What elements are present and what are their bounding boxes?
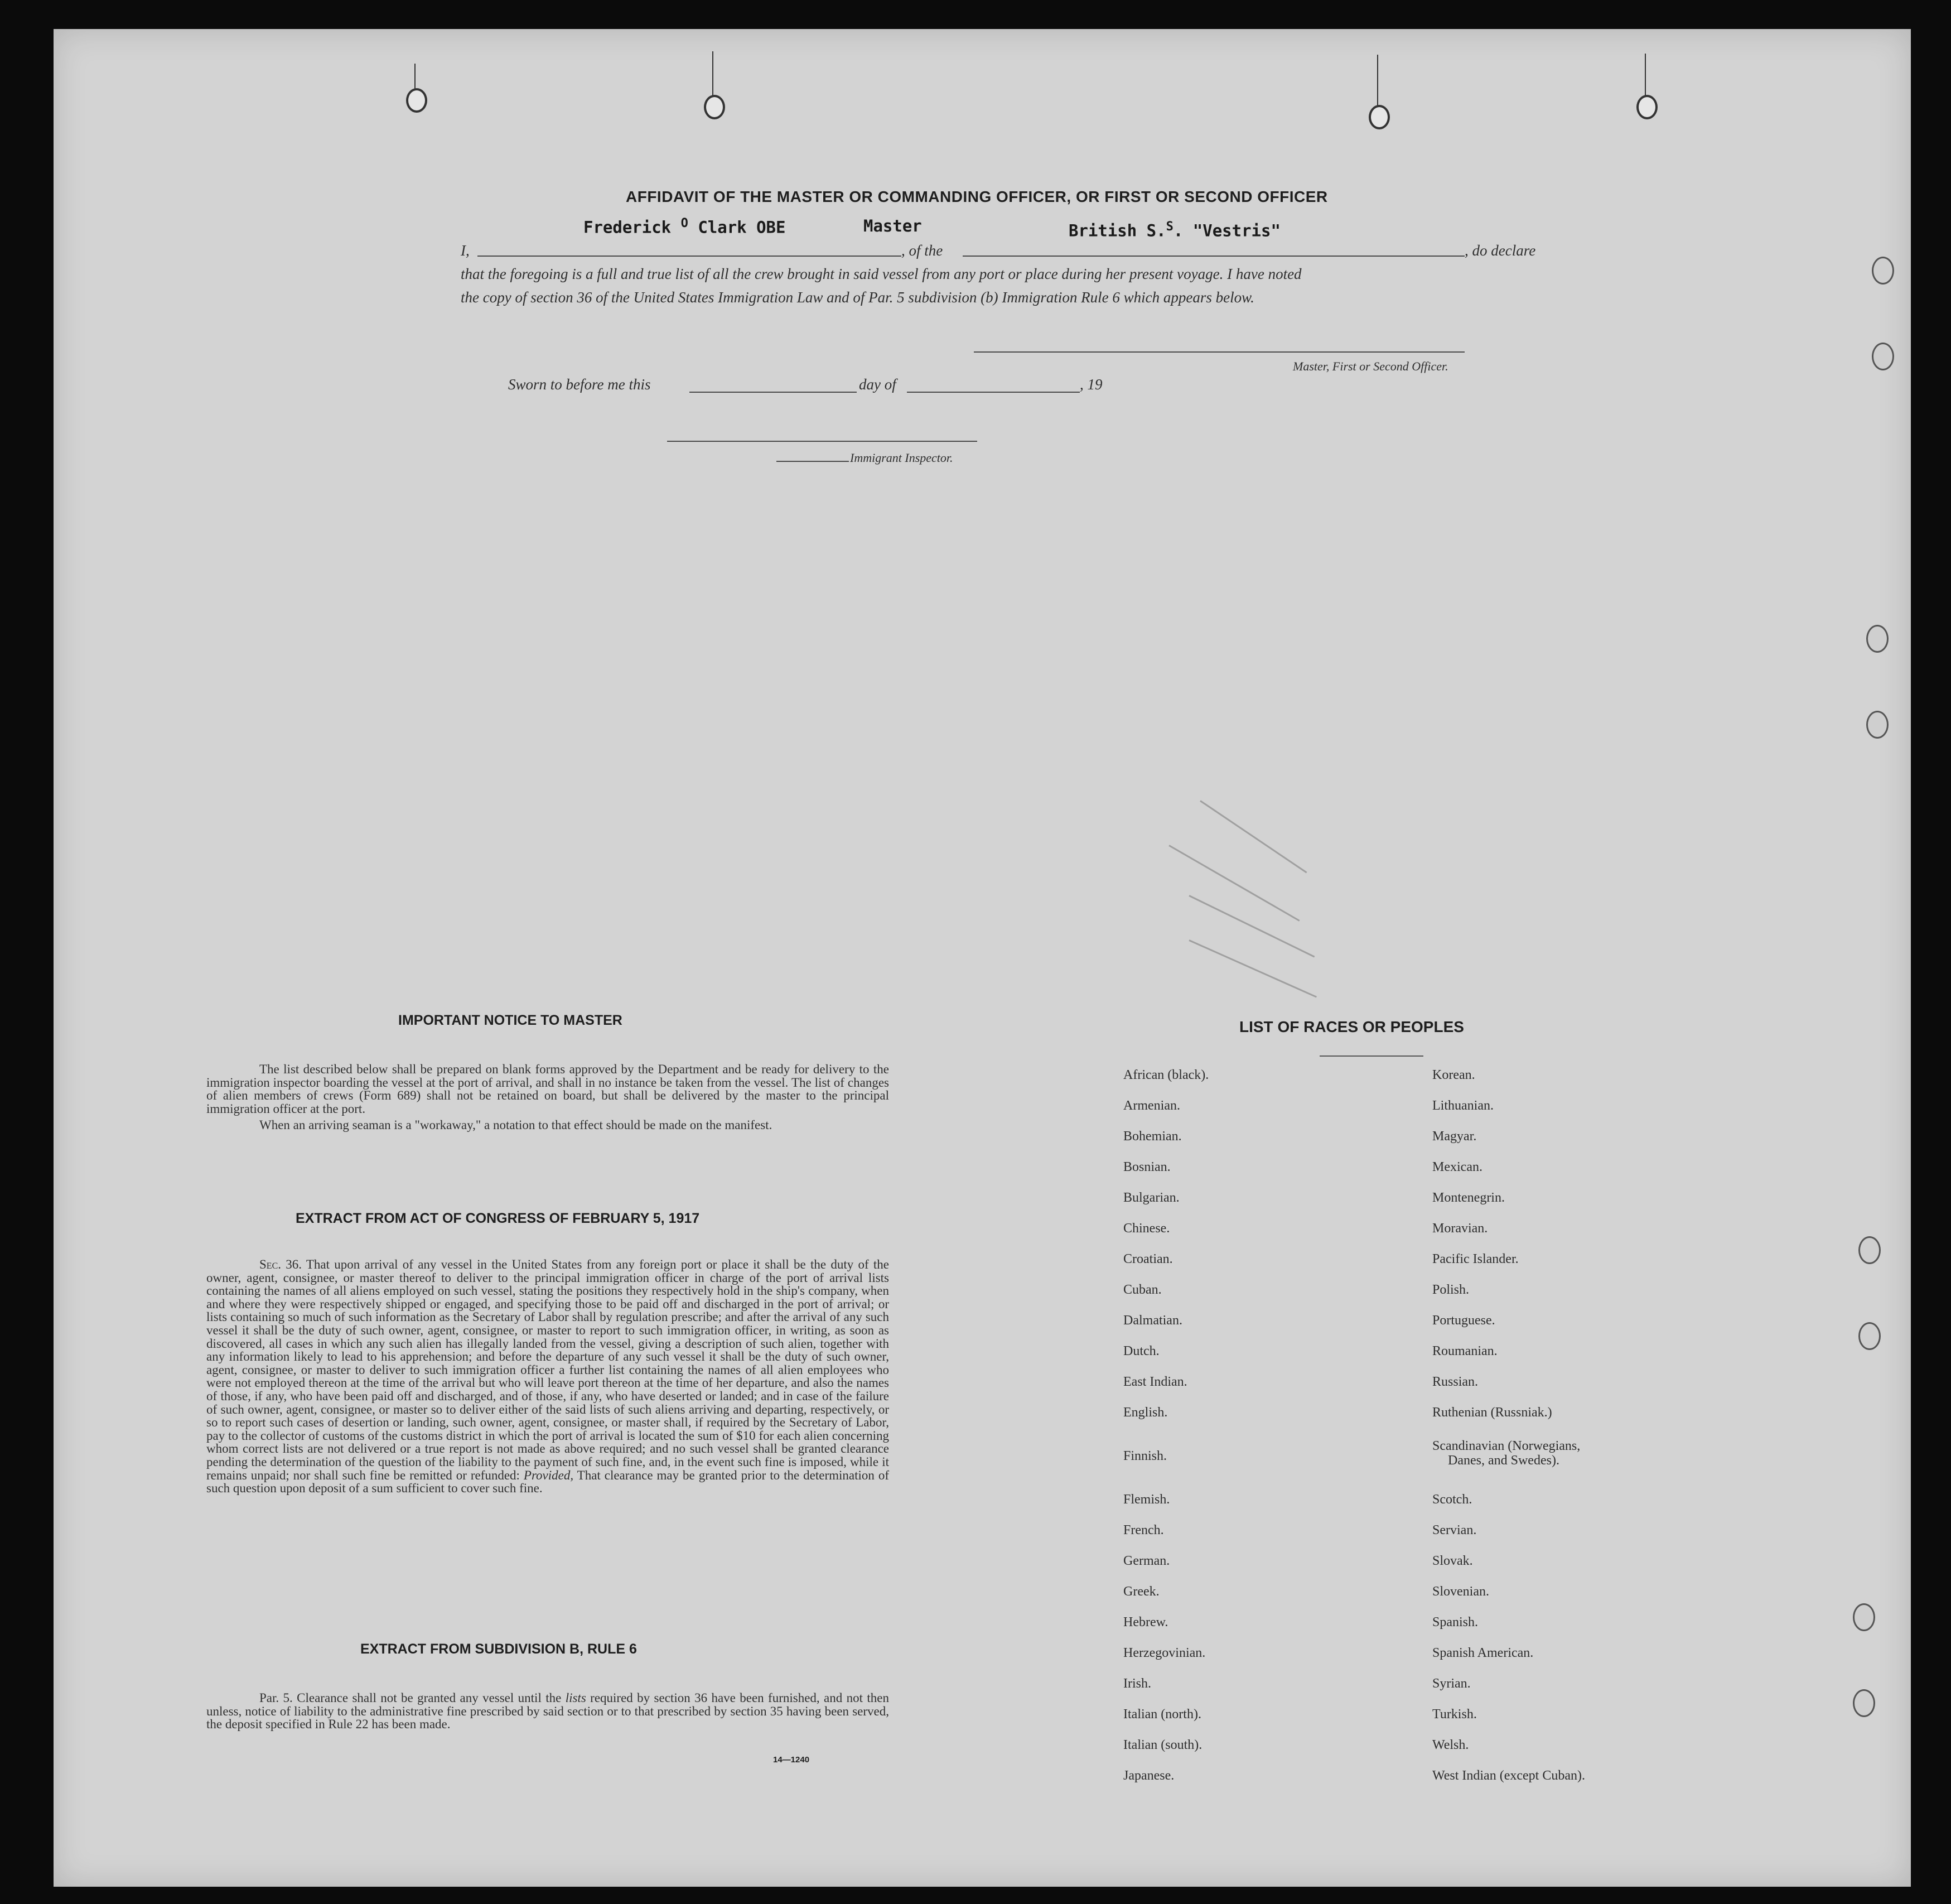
race-item: Finnish. <box>1123 1449 1167 1463</box>
inspector-dash-line <box>776 461 849 462</box>
ring-hole-icon <box>1872 343 1894 370</box>
ring-hole-icon <box>1858 1322 1881 1350</box>
sworn-day-line <box>689 392 857 393</box>
affidavit-title: AFFIDAVIT OF THE MASTER OR COMMANDING OFFICER, OR FIRST OR SECOND OFFICER <box>626 188 1328 205</box>
race-item: Dalmatian. <box>1123 1313 1182 1328</box>
name-line <box>477 256 901 257</box>
ink-mark <box>1168 845 1300 922</box>
race-item: Italian (north). <box>1123 1707 1201 1722</box>
notice-title: IMPORTANT NOTICE TO MASTER <box>398 1013 622 1028</box>
race-item: Armenian. <box>1123 1098 1180 1113</box>
race-item: Italian (south). <box>1123 1738 1203 1752</box>
act-extract-text: Sec. 36. That upon arrival of any vessel in the United States from any foreign port or place it shall be the duty of the owner, agent, consignee, or master thereof to deliver to the principal immigration officer in charge of the port of arrival lists containing the names of all aliens employed on such vessel, stating the positions they respectively hold in the ship's company, when and where they were respectively shipped or engaged, and specifying those to be paid off and discharged in the port of arrival; or lists containing so much of such information as the Secretary of Labor shall by regulation prescribe; and after the arrival of any such vessel it shall be the duty of such owner, agent, consignee, or master to report to such immigration officer, in writing, as soon as discovered, all cases in which any such alien has illegally landed from the vessel, giving a description of such alien, together with any information likely to lead to his apprehension; and before the departure of any such vessel it shall be the duty of such owner, agent, consignee, or master to deliver to such immigration officer a further list containing the names of all alien employees who were not employed thereon at the time of the arrival but who will leave port thereon at the time of her departure, and also the names of those, if any, who have been paid off and discharged, and of those, if any, who have deserted or landed; and in case of the failure of such owner, agent, consignee, or master so to deliver either of the said lists of such aliens arriving and departing, respectively, or so to report such cases of desertion or landing, such owner, agent, consignee, or master shall, if required by the Secretary of Labor, pay to the collector of customs of the customs district in which the port of arrival is located the sum of $10 for each alien concerning whom correct lists are not delivered or a true report is not made as above required; and no such vessel shall be granted clearance pending the determination of the question of the liability to the payment of such fine, and, in the event such fine is imposed, while it remains unpaid; nor shall such fine be remitted or refunded: Provided, That clearance may be granted prior to the determination of such question upon deposit of a sum sufficient to cover such fine. <box>206 1257 889 1496</box>
affidavit-body-line-2: the copy of section 36 of the United States Immigration Law and of Par. 5 subdivision (b) Immigration Rule 6 which appears below. <box>461 289 1254 306</box>
inspector-caption: Immigrant Inspector. <box>850 451 953 465</box>
day-of-label: day of <box>859 376 896 393</box>
ink-mark <box>1200 800 1307 873</box>
race-item: English. <box>1123 1405 1168 1420</box>
tag-string <box>1645 54 1646 96</box>
race-item: Spanish American. <box>1432 1646 1534 1660</box>
punch-hole-icon <box>406 88 427 113</box>
race-item: Welsh. <box>1432 1738 1469 1752</box>
notice-paragraph-1: The list described below shall be prepared on blank forms approved by the Department and be ready for delivery to the immigration inspector boarding the vessel at the port of arrival, and shall in no instance be taken from the vessel. The list of changes of alien members of crews (Form 689) shall not be retained on board, but shall be delivered by the master to the principal immigration officer at the port. <box>206 1062 889 1116</box>
race-item: Slovenian. <box>1432 1584 1489 1599</box>
race-item: French. <box>1123 1523 1164 1537</box>
race-item: Magyar. <box>1432 1129 1477 1144</box>
race-item: Spanish. <box>1432 1615 1479 1630</box>
sworn-prefix: Sworn to before me this <box>508 376 651 393</box>
race-item: Pacific Islander. <box>1432 1252 1519 1266</box>
race-item: Servian. <box>1432 1523 1477 1537</box>
form-number: 14—1240 <box>773 1755 810 1765</box>
race-item: West Indian (except Cuban). <box>1432 1768 1585 1783</box>
punch-hole-icon <box>1636 95 1658 119</box>
races-title: LIST OF RACES OR PEOPLES <box>1239 1018 1464 1035</box>
ring-hole-icon <box>1853 1603 1875 1631</box>
of-the-label: , of the <box>901 242 943 259</box>
race-item: Ruthenian (Russniak.) <box>1432 1405 1552 1420</box>
ring-hole-icon <box>1872 257 1894 285</box>
race-item: Irish. <box>1123 1676 1151 1691</box>
master-rank: Master <box>863 216 922 235</box>
inspector-signature-line <box>667 441 977 442</box>
race-item: Bulgarian. <box>1123 1190 1180 1205</box>
race-item: African (black). <box>1123 1068 1209 1082</box>
race-item: Moravian. <box>1432 1221 1488 1236</box>
vessel-line <box>963 256 1465 257</box>
race-item: Japanese. <box>1123 1768 1175 1783</box>
race-item: Cuban. <box>1123 1283 1162 1297</box>
rule-extract-title: EXTRACT FROM SUBDIVISION B, RULE 6 <box>360 1641 637 1657</box>
race-item: Flemish. <box>1123 1492 1170 1507</box>
notice-paragraph-2: When an arriving seaman is a "workaway," a notation to that effect should be made on the manifest. <box>259 1118 772 1132</box>
document-page <box>54 29 1911 1887</box>
punch-hole-icon <box>704 95 725 119</box>
race-item: Scotch. <box>1432 1492 1472 1507</box>
race-item: Roumanian. <box>1432 1344 1498 1358</box>
ring-hole-icon <box>1858 1236 1881 1264</box>
race-item: Herzegovinian. <box>1123 1646 1206 1660</box>
race-item: Bosnian. <box>1123 1160 1171 1174</box>
race-item: German. <box>1123 1554 1170 1568</box>
race-item: Chinese. <box>1123 1221 1170 1236</box>
race-item: Turkish. <box>1432 1707 1477 1722</box>
race-item: Mexican. <box>1432 1160 1482 1174</box>
affidavit-body-line-1: that the foregoing is a full and true list of all the crew brought in said vessel from any port or place during her present voyage. I have noted <box>461 266 1302 282</box>
race-item: Lithuanian. <box>1432 1098 1494 1113</box>
race-item: Russian. <box>1432 1375 1479 1389</box>
race-item: Hebrew. <box>1123 1615 1168 1630</box>
ring-hole-icon <box>1866 625 1889 653</box>
signature-line <box>974 351 1465 353</box>
signature-caption: Master, First or Second Officer. <box>1293 359 1448 373</box>
year-prefix: , 19 <box>1080 376 1103 393</box>
do-declare-label: , do declare <box>1465 242 1536 259</box>
race-item: Syrian. <box>1432 1676 1471 1691</box>
ring-hole-icon <box>1853 1689 1875 1717</box>
race-item: Dutch. <box>1123 1344 1160 1358</box>
race-item: Polish. <box>1432 1283 1470 1297</box>
tag-string <box>1377 55 1378 106</box>
race-item-continuation: Danes, and Swedes). <box>1448 1453 1559 1468</box>
punch-hole-icon <box>1369 105 1390 129</box>
tag-string <box>414 64 416 89</box>
race-item: Korean. <box>1432 1068 1475 1082</box>
races-title-rule <box>1320 1055 1423 1057</box>
race-item: Bohemian. <box>1123 1129 1182 1144</box>
master-name: Frederick $^O$ Clark OBE <box>583 216 786 237</box>
race-item: Scandinavian (Norwegians, <box>1432 1439 1581 1453</box>
race-item: Montenegrin. <box>1432 1190 1505 1205</box>
tag-string <box>712 51 713 96</box>
rule-extract-text: Par. 5. Clearance shall not be granted any vessel until the lists required by section 36 have been furnished, and not then unless, notice of liability to the administrative fine prescribed by said section or to that prescribed by section 35 having been served, the deposit specified in Rule 22 has been made. <box>206 1691 890 1732</box>
race-item: Portuguese. <box>1432 1313 1495 1328</box>
sworn-month-line <box>907 392 1080 393</box>
race-item: Greek. <box>1123 1584 1160 1599</box>
race-item: Slovak. <box>1432 1554 1473 1568</box>
vessel-name: British S.$^S$. "Vestris" <box>1069 220 1281 240</box>
race-item: Croatian. <box>1123 1252 1173 1266</box>
ring-hole-icon <box>1866 711 1889 739</box>
i-label: I, <box>461 242 470 259</box>
race-item: East Indian. <box>1123 1375 1187 1389</box>
act-extract-title: EXTRACT FROM ACT OF CONGRESS OF FEBRUARY 5, 1917 <box>296 1211 700 1226</box>
